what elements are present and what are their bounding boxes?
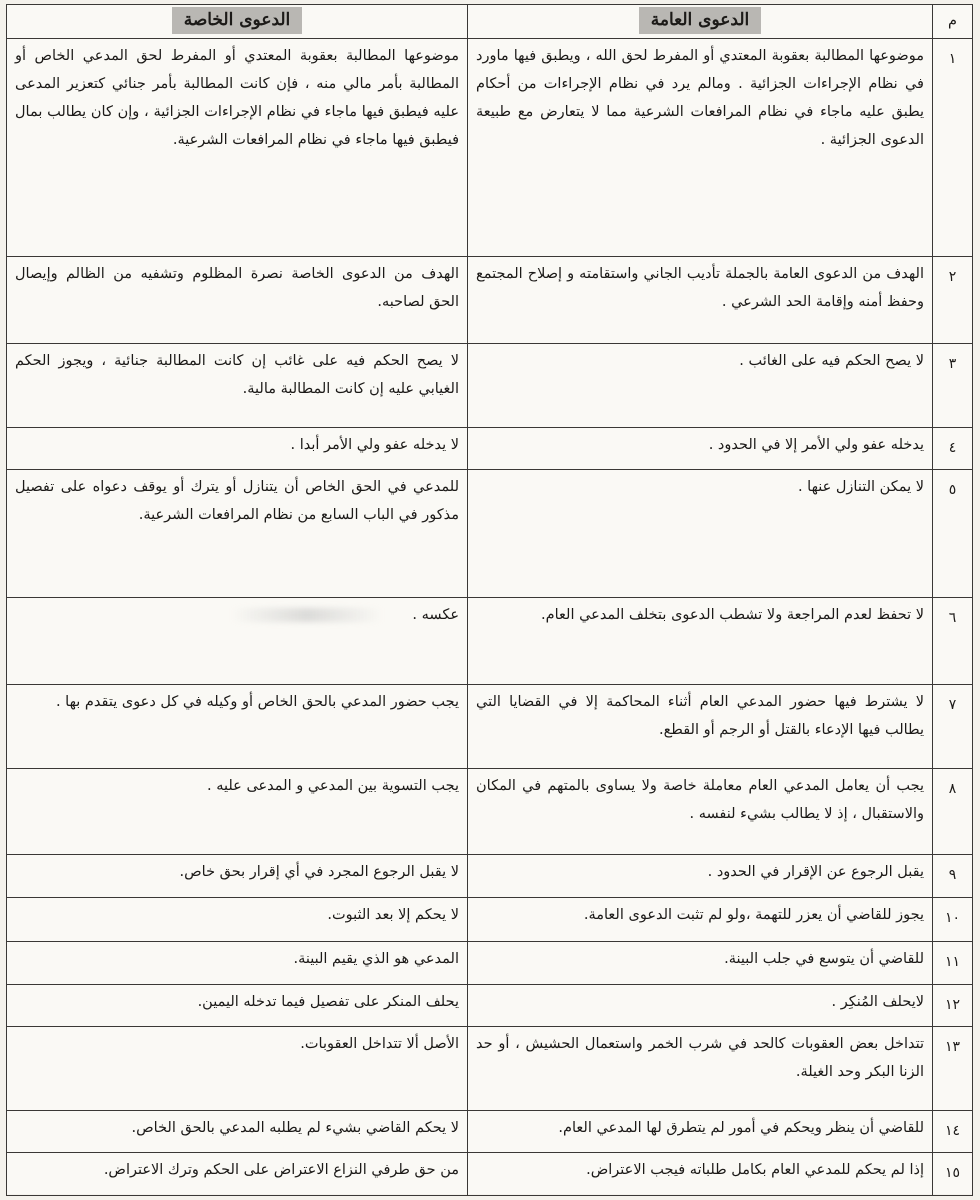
table-row — [7, 985, 973, 1027]
header-general-label: الدعوى العامة — [639, 7, 761, 34]
row-number: ٣ — [933, 344, 973, 428]
row-number: ٢ — [933, 257, 973, 344]
special-cell: لا يحكم إلا بعد الثبوت. — [7, 898, 468, 942]
special-cell: الأصل ألا تتداخل العقوبات. — [7, 1027, 468, 1111]
general-cell: لا يشترط فيها حضور المدعي العام أثناء المحاكمة إلا في القضايا التي يطالب فيها الإدعاء بالقتل أو الرجم أو القطع. — [468, 685, 933, 769]
table-row — [7, 898, 973, 942]
table-row — [7, 39, 973, 257]
row-number: ١١ — [933, 942, 973, 985]
table-row — [7, 855, 973, 898]
general-cell: للقاضي أن يتوسع في جلب البينة. — [468, 942, 933, 985]
table-row — [7, 942, 973, 985]
blurred-text-smudge — [232, 608, 382, 622]
row-number: ١٥ — [933, 1153, 973, 1196]
general-cell: للقاضي أن ينظر ويحكم في أمور لم يتطرق لها المدعي العام. — [468, 1111, 933, 1153]
special-cell: موضوعها المطالبة بعقوبة المعتدي أو المفرط لحق المدعي الخاص أو المطالبة بأمر مالي منه ، فإن كانت المطالبة بأمر جنائي كتعزير المدعى عليه فيطبق فيها ماجاء في نظام الإجراءات الجزائية ، وإن كان يطالب بمال فيطبق فيها ماجاء في نظام المرافعات الشرعية. — [7, 39, 468, 257]
special-cell — [7, 598, 468, 685]
table-row — [7, 598, 973, 685]
general-cell: لايحلف المُنكِر . — [468, 985, 933, 1027]
row-number: ١ — [933, 39, 973, 257]
row-number: ٩ — [933, 855, 973, 898]
table-row — [7, 1027, 973, 1111]
table-row — [7, 769, 973, 855]
table-row — [7, 1111, 973, 1153]
general-cell: يجب أن يعامل المدعي العام معاملة خاصة ولا يساوى بالمتهم في المكان والاستقبال ، إذ لا يطالب بشيء لنفسه . — [468, 769, 933, 855]
row-number: ٥ — [933, 470, 973, 598]
special-cell: لا يقبل الرجوع المجرد في أي إقرار بحق خاص. — [7, 855, 468, 898]
general-cell: الهدف من الدعوى العامة بالجملة تأديب الجاني واستقامته و إصلاح المجتمع وحفظ أمنه وإقامة الحد الشرعي . — [468, 257, 933, 344]
row-number: ٤ — [933, 428, 973, 470]
table-header-row — [7, 5, 973, 39]
row-number: ١٠ — [933, 898, 973, 942]
special-cell: من حق طرفي النزاع الاعتراض على الحكم وترك الاعتراض. — [7, 1153, 468, 1196]
table-row — [7, 1153, 973, 1196]
row-number: ١٢ — [933, 985, 973, 1027]
comparison-table — [6, 4, 973, 1196]
special-cell: لا يحكم القاضي بشيء لم يطلبه المدعي بالحق الخاص. — [7, 1111, 468, 1153]
table-row — [7, 428, 973, 470]
table-row — [7, 685, 973, 769]
special-cell: الهدف من الدعوى الخاصة نصرة المظلوم وتشفيه من الظالم وإيصال الحق لصاحبه. — [7, 257, 468, 344]
row-number: ١٤ — [933, 1111, 973, 1153]
special-cell: المدعي هو الذي يقيم البينة. — [7, 942, 468, 985]
special-cell: يحلف المنكر على تفصيل فيما تدخله اليمين. — [7, 985, 468, 1027]
general-cell: لا يصح الحكم فيه على الغائب . — [468, 344, 933, 428]
general-cell: يجوز للقاضي أن يعزر للتهمة ،ولو لم تثبت الدعوى العامة. — [468, 898, 933, 942]
header-special-lawsuit — [7, 5, 468, 39]
row-number: ٨ — [933, 769, 973, 855]
header-number: م — [933, 5, 973, 39]
header-special-label: الدعوى الخاصة — [172, 7, 303, 34]
row-number: ١٣ — [933, 1027, 973, 1111]
general-cell: لا تحفظ لعدم المراجعة ولا تشطب الدعوى بتخلف المدعي العام. — [468, 598, 933, 685]
general-cell: يدخله عفو ولي الأمر إلا في الحدود . — [468, 428, 933, 470]
row-number: ٧ — [933, 685, 973, 769]
general-cell: لا يمكن التنازل عنها . — [468, 470, 933, 598]
general-cell: تتداخل بعض العقوبات كالحد في شرب الخمر واستعمال الحشيش ، أو حد الزنا البكر وحد الغيلة. — [468, 1027, 933, 1111]
special-cell: يجب التسوية بين المدعي و المدعى عليه . — [7, 769, 468, 855]
general-cell: يقبل الرجوع عن الإقرار في الحدود . — [468, 855, 933, 898]
special-cell: يجب حضور المدعي بالحق الخاص أو وكيله في كل دعوى يتقدم بها . — [7, 685, 468, 769]
table-row — [7, 344, 973, 428]
table-row — [7, 257, 973, 344]
document-page — [6, 4, 972, 1194]
general-cell: إذا لم يحكم للمدعي العام بكامل طلباته فيجب الاعتراض. — [468, 1153, 933, 1196]
special-cell: للمدعي في الحق الخاص أن يتنازل أو يترك أو يوقف دعواه على تفصيل مذكور في الباب السابع من نظام المرافعات الشرعية. — [7, 470, 468, 598]
header-general-lawsuit — [468, 5, 933, 39]
table-row — [7, 470, 973, 598]
special-cell: لا يدخله عفو ولي الأمر أبدا . — [7, 428, 468, 470]
row-number: ٦ — [933, 598, 973, 685]
special-cell: لا يصح الحكم فيه على غائب إن كانت المطالبة جنائية ، ويجوز الحكم الغيابي عليه إن كانت المطالبة مالية. — [7, 344, 468, 428]
special-cell-text: عكسه . — [412, 607, 459, 623]
general-cell: موضوعها المطالبة بعقوبة المعتدي أو المفرط لحق الله ، ويطبق فيها ماورد في نظام الإجراءات الجزائية . ومالم يرد في نظام الإجراءات من أحكام يطبق عليه ماجاء في نظام المرافعات الشرعية مما لا يتعارض مع طبيعة الدعوى الجزائية . — [468, 39, 933, 257]
